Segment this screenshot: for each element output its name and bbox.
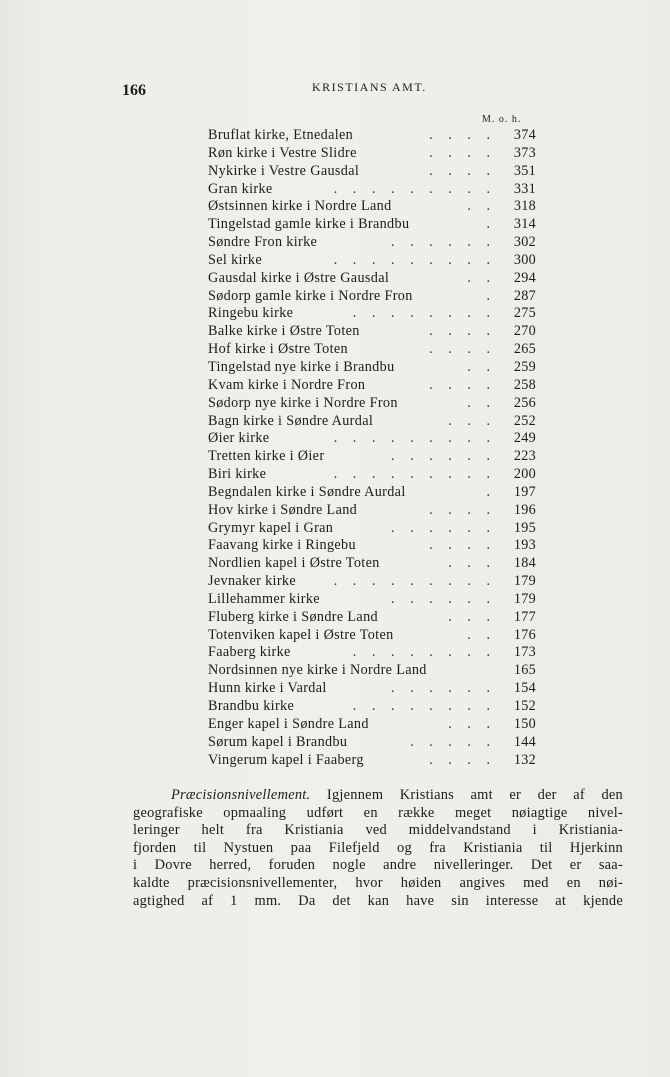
altitude-value: 331 (513, 180, 536, 197)
dot-leader: . . . (448, 608, 496, 625)
altitude-value: 287 (513, 287, 536, 304)
dot-leader: . . . . . . (390, 234, 496, 251)
dot-leader: . . . . . . . . . (333, 466, 496, 483)
table-row (208, 662, 540, 680)
church-name: Sødorp gamle kirke i Nordre Fron (208, 287, 413, 304)
altitude-value: 165 (513, 662, 536, 679)
paragraph-line: geografiske opmaaling udført en række meget nøiagtige nivel- (133, 804, 623, 821)
table-row (208, 359, 540, 377)
paragraph-line: fjorden til Nystuen paa Filefjeld og fra Kristiania til Hjerkinn (133, 839, 623, 856)
altitude-value: 258 (513, 376, 536, 393)
dot-leader: . . . . . (410, 733, 496, 750)
altitude-value: 259 (513, 358, 536, 375)
table-row (208, 752, 540, 770)
church-name: Nordsinnen nye kirke i Nordre Land (208, 662, 427, 679)
table-row (208, 127, 540, 145)
church-altitude-table (208, 127, 540, 769)
table-row (208, 181, 540, 199)
table-row (208, 234, 540, 252)
dot-leader: . . . . (429, 144, 496, 161)
dot-leader: . (486, 287, 496, 304)
altitude-value: 270 (513, 323, 536, 340)
altitude-value: 249 (513, 430, 536, 447)
altitude-value: 200 (513, 466, 536, 483)
church-name: Nykirke i Vestre Gausdal (208, 162, 360, 179)
table-row (208, 305, 540, 323)
altitude-value: 223 (513, 448, 536, 465)
church-name: Tretten kirke i Øier (208, 448, 325, 465)
church-name: Røn kirke i Vestre Slidre (208, 144, 357, 161)
church-name: Jevnaker kirke (208, 573, 297, 590)
altitude-value: 193 (513, 537, 536, 554)
table-row (208, 609, 540, 627)
church-name: Gausdal kirke i Østre Gausdal (208, 269, 390, 286)
church-name: Gran kirke (208, 180, 273, 197)
dot-leader: . . . (448, 412, 496, 429)
table-row (208, 716, 540, 734)
table-row (208, 270, 540, 288)
table-row (208, 591, 540, 609)
table-row (208, 377, 540, 395)
church-name: Vingerum kapel i Faaberg (208, 751, 364, 768)
church-name: Hov kirke i Søndre Land (208, 501, 358, 518)
table-row (208, 502, 540, 520)
table-row (208, 680, 540, 698)
dot-leader: . (486, 483, 496, 500)
dot-leader: . . . . . . (390, 590, 496, 607)
dot-leader: . . . . (429, 501, 496, 518)
table-row (208, 145, 540, 163)
church-name: Sørum kapel i Brandbu (208, 733, 348, 750)
page-number: 166 (122, 82, 146, 99)
altitude-value: 318 (513, 198, 536, 215)
church-name: Bagn kirke i Søndre Aurdal (208, 412, 374, 429)
table-row (208, 520, 540, 538)
church-name: Enger kapel i Søndre Land (208, 715, 369, 732)
paragraph-line: Præcisionsnivellement. Igjennem Kristians amt er der af den (171, 787, 623, 803)
altitude-value: 179 (513, 590, 536, 607)
church-name: Kvam kirke i Nordre Fron (208, 376, 366, 393)
altitude-value: 196 (513, 501, 536, 518)
paragraph-line: i Dovre herred, foruden nogle andre nivelleringer. Det er saa- (133, 857, 623, 874)
church-name: Ringebu kirke (208, 305, 294, 322)
table-row (208, 484, 540, 502)
dot-leader: . . (467, 626, 496, 643)
church-name: Tingelstad gamle kirke i Brandbu (208, 216, 410, 233)
table-row (208, 430, 540, 448)
dot-leader: . . (467, 394, 496, 411)
altitude-value: 132 (513, 751, 536, 768)
table-row (208, 395, 540, 413)
altitude-value: 173 (513, 644, 536, 661)
table-row (208, 537, 540, 555)
altitude-value: 351 (513, 162, 536, 179)
table-row (208, 448, 540, 466)
altitude-value: 373 (513, 144, 536, 161)
church-name: Søndre Fron kirke (208, 234, 318, 251)
dot-leader: . . . . (429, 537, 496, 554)
table-row (208, 198, 540, 216)
altitude-value: 300 (513, 251, 536, 268)
table-row (208, 555, 540, 573)
church-name: Hof kirke i Østre Toten (208, 341, 348, 358)
dot-leader: . . . . . . (390, 448, 496, 465)
church-name: Brandbu kirke (208, 698, 295, 714)
church-name: Totenviken kapel i Østre Toten (208, 626, 394, 643)
dot-leader: . . . . . . . . . (333, 430, 496, 447)
altitude-value: 275 (513, 305, 536, 322)
table-row (208, 644, 540, 662)
table-row (208, 466, 540, 484)
table-row (208, 573, 540, 591)
dot-leader: . . (467, 358, 496, 375)
church-name: Faavang kirke i Ringebu (208, 537, 356, 554)
church-name: Bruflat kirke, Etnedalen (208, 127, 354, 143)
church-name: Fluberg kirke i Søndre Land (208, 608, 378, 625)
church-name: Begndalen kirke i Søndre Aurdal (208, 483, 406, 500)
dot-leader: . . (467, 269, 496, 286)
dot-leader: . . . . (429, 376, 496, 393)
dot-leader: . . . . . . (390, 519, 496, 536)
altitude-value: 152 (513, 698, 536, 714)
table-row (208, 413, 540, 431)
dot-leader: . . . . (429, 162, 496, 179)
church-name: Nordlien kapel i Østre Toten (208, 555, 380, 572)
table-row (208, 627, 540, 645)
dot-leader: . . . (448, 715, 496, 732)
dot-leader: . . (467, 198, 496, 215)
dot-leader: . . . . . . . . (352, 698, 496, 714)
church-name: Balke kirke i Østre Toten (208, 323, 360, 340)
dot-leader: . . . . (429, 341, 496, 358)
altitude-value: 150 (513, 715, 536, 732)
dot-leader: . . . . . . . . . (333, 573, 496, 590)
dot-leader: . . . . . . (390, 680, 496, 697)
church-name: Faaberg kirke (208, 644, 291, 661)
dot-leader: . . . . . . . . . (333, 180, 496, 197)
altitude-value: 184 (513, 555, 536, 572)
dot-leader: . . . . (429, 751, 496, 768)
altitude-value: 154 (513, 680, 536, 697)
church-name: Tingelstad nye kirke i Brandbu (208, 358, 395, 375)
altitude-value: 144 (513, 733, 536, 750)
dot-leader: . . . . (429, 323, 496, 340)
church-name: Sødorp nye kirke i Nordre Fron (208, 394, 398, 411)
church-name: Hunn kirke i Vardal (208, 680, 327, 697)
altitude-value: 177 (513, 608, 536, 625)
church-name: Grymyr kapel i Gran (208, 519, 334, 536)
church-name: Biri kirke (208, 466, 267, 483)
dot-leader: . . . . . . . . (352, 305, 496, 322)
paragraph-line: agtighed af 1 mm. Da det kan have sin interesse at kjende (133, 892, 623, 909)
precision-levelling-paragraph (133, 787, 623, 910)
altitude-value: 374 (513, 127, 536, 143)
dot-leader: . . . . (429, 127, 496, 143)
table-row (208, 252, 540, 270)
altitude-value: 195 (513, 519, 536, 536)
church-name: Østsinnen kirke i Nordre Land (208, 198, 392, 215)
church-name: Lillehammer kirke (208, 590, 320, 607)
table-row (208, 323, 540, 341)
running-title: KRISTIANS AMT. (312, 80, 427, 94)
table-row (208, 698, 540, 716)
altitude-value: 256 (513, 394, 536, 411)
altitude-value: 314 (513, 216, 536, 233)
dot-leader: . (486, 216, 496, 233)
altitude-value: 302 (513, 234, 536, 251)
table-row (208, 216, 540, 234)
table-row (208, 341, 540, 359)
church-name: Sel kirke (208, 251, 262, 268)
table-row (208, 288, 540, 306)
altitude-unit-heading: M. o. h. (482, 114, 522, 125)
altitude-value: 179 (513, 573, 536, 590)
table-row (208, 163, 540, 181)
paragraph-line: kaldte præcisionsnivellementer, hvor høiden angives med en nøi- (133, 874, 623, 891)
dot-leader: . . . . . . . . (352, 644, 496, 661)
altitude-value: 265 (513, 341, 536, 358)
altitude-value: 294 (513, 269, 536, 286)
dot-leader: . . . . . . . . . (333, 251, 496, 268)
paragraph-lead: Præcisionsnivellement. (171, 787, 311, 803)
table-row (208, 734, 540, 752)
altitude-value: 197 (513, 483, 536, 500)
dot-leader: . . . (448, 555, 496, 572)
church-name: Øier kirke (208, 430, 270, 447)
altitude-value: 176 (513, 626, 536, 643)
altitude-value: 252 (513, 412, 536, 429)
paragraph-line: leringer helt fra Kristiania ved middelvandstand i Kristiania- (133, 822, 623, 839)
